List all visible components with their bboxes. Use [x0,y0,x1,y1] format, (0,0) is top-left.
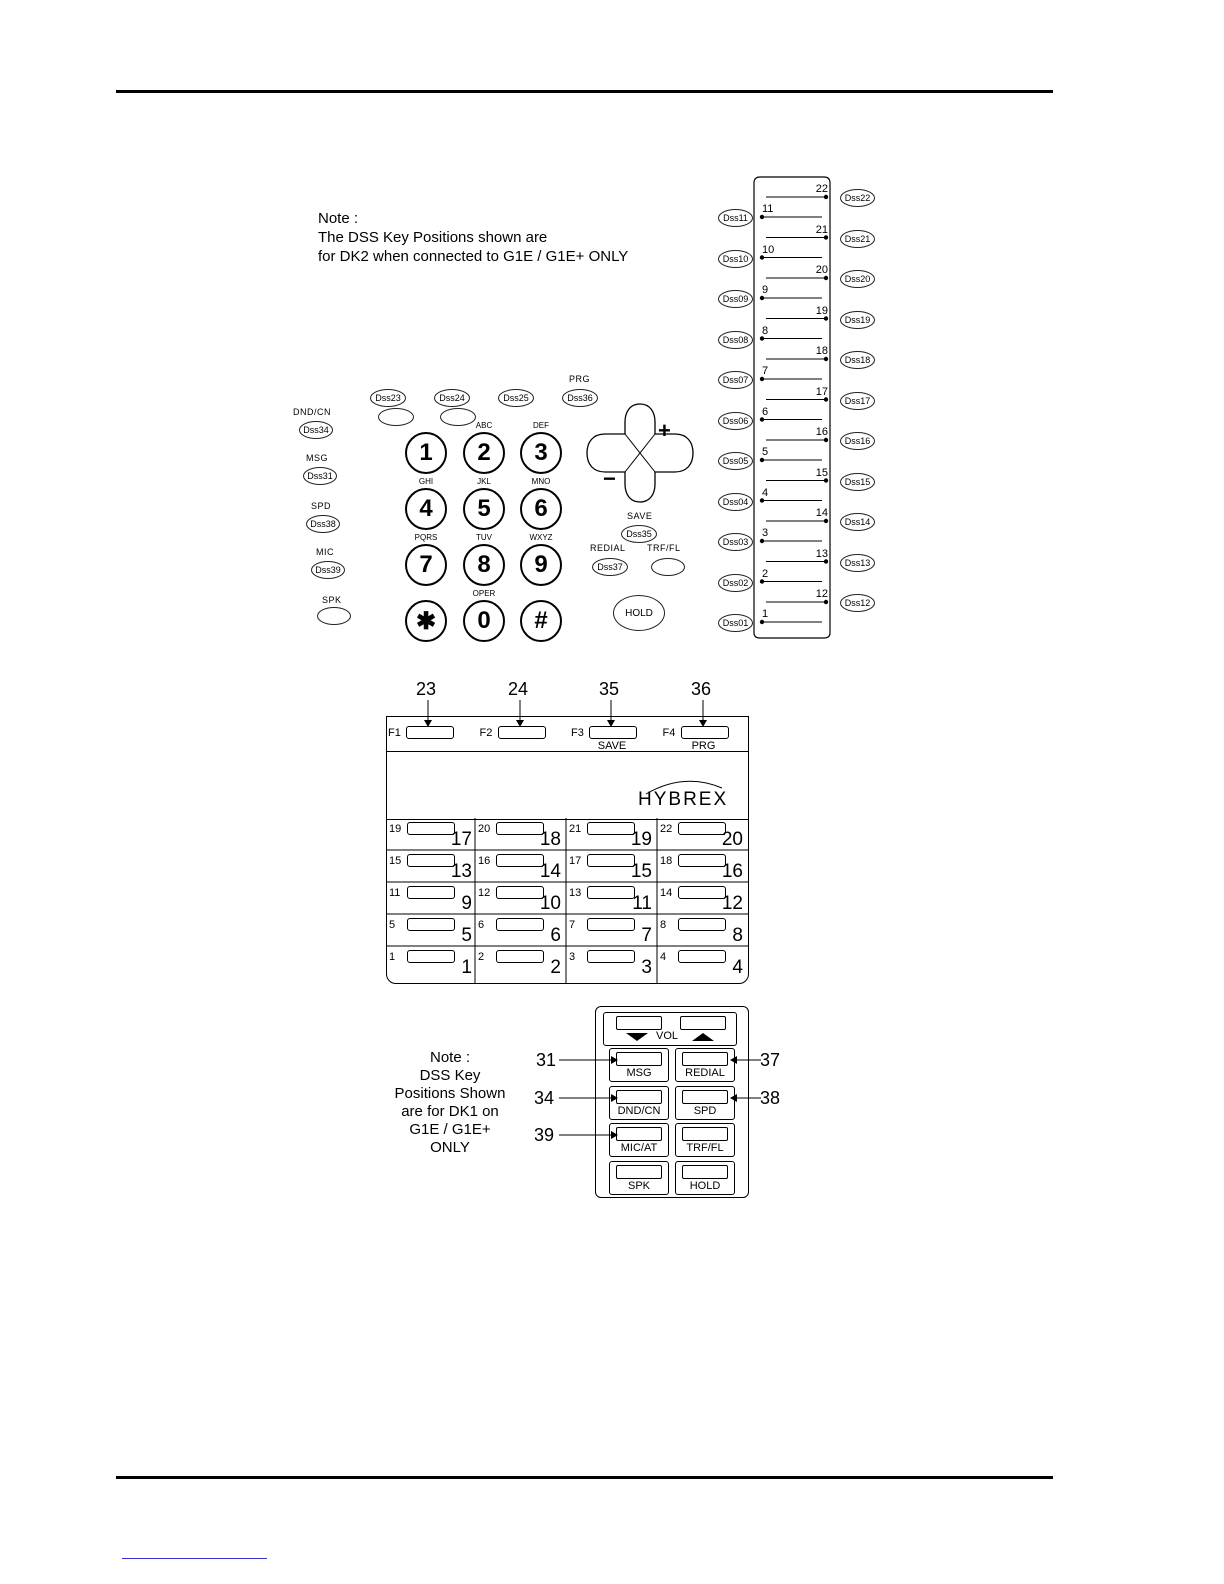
strip-number-13: 13 [815,547,828,560]
key-2[interactable]: 2 [463,432,505,474]
key-7[interactable]: 7 [405,544,447,586]
dss19-oval[interactable]: Dss19 [840,311,875,329]
dk1-button-spk[interactable] [609,1161,669,1195]
strip-number-15: 15 [815,466,828,479]
grid-cell-dss-number: 2 [550,957,561,978]
dss38-oval[interactable]: Dss38 [306,515,340,533]
dss21-oval[interactable]: Dss21 [840,230,875,248]
spd-label: SPD [311,501,332,511]
dss36-oval[interactable]: Dss36 [562,389,598,407]
strip-number-1: 1 [762,608,769,620]
navigation-cross-icon[interactable] [585,402,695,504]
grid-cell-index: 18 [660,855,673,867]
grid-cell-index: 21 [569,823,582,835]
dk1-button-label: MIC/AT [620,1142,658,1154]
prg-label: PRG [569,374,591,384]
strip-dot-left [760,336,764,340]
dss14-oval[interactable]: Dss14 [840,513,875,531]
dss04-oval[interactable]: Dss04 [718,493,753,511]
dss23-oval[interactable]: Dss23 [370,389,406,407]
dk1-button-label: HOLD [689,1179,721,1192]
strip-number-16: 16 [815,426,828,438]
dss15-oval[interactable]: Dss15 [840,473,875,491]
callout-38: 38 [760,1088,781,1108]
grid-cell-dss-number: 18 [539,829,561,850]
dk1-button-hold[interactable] [675,1161,735,1195]
key-5[interactable]: 5 [463,488,505,530]
key-sub-3: DEF [533,421,549,430]
strip-dot-right [824,316,828,320]
strip-number-14: 14 [815,507,828,519]
lcd-callout-24: 24 [508,679,529,699]
dnd-label: DND/CN [293,407,331,417]
grid-cell-dss-number: 10 [539,893,561,914]
strip-dot-right [824,276,828,280]
key-hash[interactable]: # [520,600,562,642]
fkey-label-f4: F4 [662,727,676,739]
key-star[interactable]: ✱ [405,600,447,642]
fkey-label-f1: F1 [388,727,401,739]
grid-cell-dss-number: 5 [461,925,472,946]
dss35-oval[interactable]: Dss35 [621,525,657,543]
callout-39: 39 [534,1125,555,1145]
dss09-oval[interactable]: Dss09 [718,290,753,308]
grid-cell-dss-number: 7 [641,925,652,946]
header-rule [116,90,1053,93]
strip-dot-right [824,195,828,199]
grid-cell-index: 13 [569,887,582,899]
grid-cell-index: 6 [478,919,485,931]
strip-dot-right [824,478,828,482]
dss24-oval[interactable]: Dss24 [434,389,470,407]
strip-number-9: 9 [762,284,769,296]
strip-dot-right [824,519,828,523]
dss18-oval[interactable]: Dss18 [840,351,875,369]
vol-up-key[interactable] [680,1016,726,1030]
vol-down-key[interactable] [616,1016,662,1030]
hybrex-logo: HYBREX [638,789,729,810]
strip-dot-left [760,296,764,300]
dk1-button-label: MSG [626,1067,652,1079]
key-sub-6: MNO [531,477,551,486]
fkey-f1[interactable] [406,726,454,739]
grid-cell-dss-number: 4 [732,957,743,978]
strip-dot-left [760,579,764,583]
fkey-f3[interactable] [589,726,637,739]
dss12-oval[interactable]: Dss12 [840,594,875,612]
strip-number-20: 20 [815,264,828,276]
strip-dot-left [760,377,764,381]
dss01-oval[interactable]: Dss01 [718,614,753,632]
dk1-note-line3: Positions Shown [394,1085,506,1102]
key-sub-7: PQRS [414,533,438,542]
dk1-button-face [682,1165,728,1179]
dss37-oval[interactable]: Dss37 [592,558,628,576]
strip-dot-left [760,620,764,624]
strip-number-19: 19 [815,304,828,317]
dss02-oval[interactable]: Dss02 [718,574,753,592]
strip-number-17: 17 [815,385,828,398]
grid-cell-index: 5 [389,919,396,931]
lcd-callout-23: 23 [416,679,437,699]
dss03-oval[interactable]: Dss03 [718,533,753,551]
dk1-note [380,1049,520,1157]
grid-cell-dss-number: 17 [450,829,472,850]
grid-cell-dss-number: 12 [721,893,743,914]
strip-dot-left [760,458,764,462]
dk1-button-label: TRF/FL [686,1142,724,1154]
grid-cell-dss-number: 3 [641,957,652,978]
strip-number-5: 5 [762,446,769,458]
grid-cell-index: 12 [478,887,491,899]
key-sub-5: JKL [477,477,491,486]
dk1-button-label: SPK [627,1179,650,1192]
redial-label: REDIAL [590,543,626,553]
dss13-oval[interactable]: Dss13 [840,554,875,572]
dk1-note-line1: Note : [429,1049,471,1066]
grid-cell-dss-number: 15 [630,861,652,882]
hold-oval[interactable]: HOLD [613,595,665,631]
strip-number-12: 12 [815,588,828,600]
strip-number-18: 18 [815,345,828,357]
strip-dot-left [760,539,764,543]
dss11-oval[interactable]: Dss11 [718,209,753,227]
strip-number-22: 22 [815,183,828,195]
key-0[interactable]: 0 [463,600,505,642]
key-9[interactable]: 9 [520,544,562,586]
strip-number-2: 2 [762,567,769,580]
dk2-note-line3: for DK2 when connected to G1E / G1E+ ONLY [318,248,629,265]
strip-dot-left [760,215,764,219]
dss34-oval[interactable]: Dss34 [299,421,333,439]
dk1-note-line2: DSS Key [419,1067,481,1084]
grid-cell-index: 15 [389,855,402,867]
dss31-oval[interactable]: Dss31 [303,467,337,485]
dss06-oval[interactable]: Dss06 [718,412,753,430]
fkey-label-f2: F2 [479,727,493,739]
vol-up-icon [692,1033,714,1042]
grid-cell-index: 19 [389,823,402,835]
dk1-note-line6: ONLY [430,1139,470,1156]
msg-label: MSG [306,453,329,463]
strip-dot-right [824,559,828,563]
strip-dot-left [760,255,764,259]
dss16-oval[interactable]: Dss16 [840,432,875,450]
dk1-button-face [616,1165,662,1179]
strip-dot-right [824,235,828,239]
dk1-button-label: SPD [693,1104,717,1117]
strip-number-6: 6 [762,405,769,418]
strip-number-4: 4 [762,486,769,499]
grid-cell-dss-number: 16 [721,861,743,882]
dk1-note-line5: G1E / G1E+ [409,1121,491,1138]
spk-oval[interactable] [317,607,351,625]
strip-dot-right [824,600,828,604]
grid-cell-index: 3 [569,951,576,963]
footer-rule [116,1476,1053,1479]
key-sub-2: ABC [475,421,493,430]
strip-dot-right [824,397,828,401]
strip-dot-left [760,498,764,502]
grid-cell-dss-number: 11 [632,893,652,914]
callout-37: 37 [760,1050,781,1070]
strip-dot-right [824,357,828,361]
grid-cell-dss-number: 8 [732,925,743,946]
lcd-callout-35: 35 [599,679,620,699]
key-1[interactable]: 1 [405,432,447,474]
key-sub-4: GHI [418,477,434,486]
trf-label: TRF/FL [647,543,681,553]
strip-number-10: 10 [762,243,775,256]
strip-number-21: 21 [815,223,828,236]
plus-sign: + [658,418,671,443]
grid-cell-index: 16 [478,855,491,867]
grid-cell-dss-number: 6 [550,925,561,946]
dk2-note-line1: Note : [318,210,359,227]
dss22-oval[interactable]: Dss22 [840,189,875,207]
vol-label: VOL [656,1030,679,1042]
dk2-note-line2: The DSS Key Positions shown are [318,229,548,246]
grid-cell-index: 2 [478,951,485,963]
dss20-oval[interactable]: Dss20 [840,270,875,288]
callout-34: 34 [534,1088,555,1108]
minus-sign: − [603,466,616,491]
fkey-f4[interactable] [681,726,729,739]
grid-cell-dss-number: 9 [461,893,472,914]
dk1-callout-arrows [555,1050,770,1150]
grid-cell-dss-number: 1 [461,957,472,978]
dss05-oval[interactable]: Dss05 [718,452,753,470]
grid-cell-index: 17 [569,855,582,867]
callout-31: 31 [536,1050,557,1070]
grid-cell-dss-number: 14 [539,861,561,882]
fkey-label-f3: F3 [571,727,584,739]
strip-number-8: 8 [762,324,769,337]
grid-cell-dss-number: 19 [630,829,652,850]
grid-cell-dss-number: 13 [450,861,472,882]
dss39-oval[interactable]: Dss39 [311,561,345,579]
key-sub-0: OPER [472,589,496,598]
grid-cell-index: 8 [660,919,667,931]
dk1-button-label: DND/CN [617,1104,661,1117]
dss08-oval[interactable]: Dss08 [718,331,753,349]
save-label: SAVE [627,511,653,521]
blank-key-a[interactable] [378,408,414,426]
mic-label: MIC [316,547,334,557]
fkey-sub-save: SAVE [597,740,627,752]
vol-down-icon [626,1033,648,1042]
grid-cell-index: 4 [660,951,667,963]
vol-bar [603,1012,737,1046]
strip-number-7: 7 [762,365,769,377]
dk1-button-label: REDIAL [685,1067,725,1079]
key-3[interactable]: 3 [520,432,562,474]
key-4[interactable]: 4 [405,488,447,530]
grid-cell-index: 7 [569,919,576,931]
key-8[interactable]: 8 [463,544,505,586]
dss17-oval[interactable]: Dss17 [840,392,875,410]
dss25-oval[interactable]: Dss25 [498,389,534,407]
strip-number-3: 3 [762,527,769,539]
grid-cell-dss-number: 20 [721,829,743,850]
key-6[interactable]: 6 [520,488,562,530]
footer-link-underline [122,1558,267,1559]
dss07-oval[interactable]: Dss07 [718,371,753,389]
strip-dot-right [824,438,828,442]
grid-cell-index: 14 [660,887,673,899]
grid-cell-index: 1 [389,951,396,963]
lcd-callout-36: 36 [691,679,712,699]
trf-oval[interactable] [651,558,685,576]
strip-number-11: 11 [762,203,774,215]
spk-label: SPK [322,595,342,605]
fkey-f2[interactable] [498,726,546,739]
fkey-sub-prg: PRG [691,740,716,752]
strip-dot-left [760,417,764,421]
dk1-note-line4: are for DK1 on [401,1103,499,1120]
key-sub-8: TUV [476,533,492,542]
dss10-oval[interactable]: Dss10 [718,250,753,268]
grid-cell-index: 22 [660,823,673,835]
key-sub-9: WXYZ [529,533,553,542]
grid-cell-index: 11 [389,887,401,899]
grid-cell-index: 20 [478,823,491,835]
dk2-note [318,209,628,266]
